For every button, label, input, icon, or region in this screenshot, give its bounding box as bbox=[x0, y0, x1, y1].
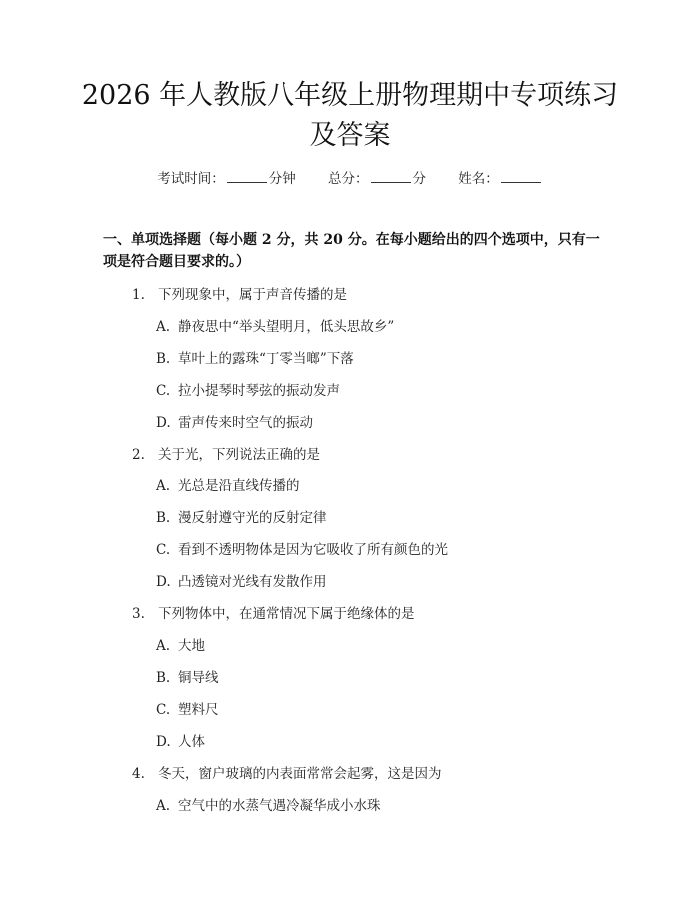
option-letter: D. bbox=[156, 415, 171, 431]
option-letter: C. bbox=[156, 542, 171, 558]
option-letter: A. bbox=[156, 319, 171, 335]
option-text: 静夜思中“举头望明月，低头思故乡” bbox=[178, 319, 395, 335]
question-text: 下列现象中，属于声音传播的是 bbox=[158, 287, 347, 303]
exam-time-unit: 分钟 bbox=[268, 171, 296, 187]
option-letter: A. bbox=[156, 478, 171, 494]
question-3-option-d bbox=[156, 730, 205, 750]
option-letter: A. bbox=[156, 638, 171, 654]
name-field bbox=[458, 171, 543, 187]
option-text: 大地 bbox=[178, 638, 205, 654]
option-text: 漫反射遵守光的反射定律 bbox=[178, 510, 327, 526]
name-label: 姓名： bbox=[458, 171, 499, 187]
document-title bbox=[0, 76, 700, 156]
question-4 bbox=[132, 762, 442, 782]
question-number: 4. bbox=[132, 766, 145, 782]
title-line-2: 及答案 bbox=[309, 120, 391, 151]
exam-info-line bbox=[0, 167, 700, 187]
question-1-option-b bbox=[156, 347, 354, 367]
question-3-option-c bbox=[156, 698, 219, 718]
option-text: 铜导线 bbox=[178, 670, 219, 686]
question-text: 关于光，下列说法正确的是 bbox=[158, 447, 320, 463]
total-score-field bbox=[328, 171, 430, 187]
question-3-option-b bbox=[156, 666, 219, 686]
option-text: 看到不透明物体是因为它吸收了所有颜色的光 bbox=[178, 542, 448, 558]
option-letter: B. bbox=[156, 670, 171, 686]
option-text: 塑料尺 bbox=[178, 702, 219, 718]
option-letter: D. bbox=[156, 574, 171, 590]
option-text: 凸透镜对光线有发散作用 bbox=[178, 574, 327, 590]
title-line-1: 2026 年人教版八年级上册物理期中专项练习 bbox=[81, 80, 619, 111]
question-number: 1. bbox=[132, 287, 145, 303]
question-1 bbox=[132, 283, 347, 303]
option-letter: C. bbox=[156, 383, 171, 399]
option-letter: D. bbox=[156, 734, 171, 750]
question-1-option-c bbox=[156, 379, 340, 399]
question-2-option-d bbox=[156, 570, 327, 590]
question-3 bbox=[132, 602, 415, 622]
question-text: 下列物体中，在通常情况下属于绝缘体的是 bbox=[158, 606, 415, 622]
exam-time-field bbox=[157, 171, 300, 187]
option-text: 雷声传来时空气的振动 bbox=[178, 415, 313, 431]
question-number: 2. bbox=[132, 447, 145, 463]
option-letter: B. bbox=[156, 510, 171, 526]
option-letter: B. bbox=[156, 351, 171, 367]
option-text: 人体 bbox=[178, 734, 205, 750]
question-4-option-a bbox=[156, 794, 381, 814]
option-text: 光总是沿直线传播的 bbox=[178, 478, 300, 494]
question-2-option-a bbox=[156, 474, 300, 494]
option-letter: C. bbox=[156, 702, 171, 718]
question-1-option-a bbox=[156, 315, 394, 335]
option-text: 空气中的水蒸气遇冷凝华成小水珠 bbox=[178, 798, 381, 814]
section-heading: 一、单项选择题（每小题 2 分，共 20 分。在每小题给出的四个选项中，只有一项是符合题目要求的。） bbox=[103, 232, 600, 270]
option-text: 拉小提琴时琴弦的振动发声 bbox=[178, 383, 340, 399]
question-number: 3. bbox=[132, 606, 145, 622]
total-score-blank bbox=[371, 169, 411, 183]
exam-time-label: 考试时间： bbox=[157, 171, 225, 187]
question-text: 冬天，窗户玻璃的内表面常常会起雾，这是因为 bbox=[158, 766, 442, 782]
question-1-option-d bbox=[156, 411, 313, 431]
option-text: 草叶上的露珠“丁零当啷”下落 bbox=[178, 351, 354, 367]
total-score-unit: 分 bbox=[412, 171, 426, 187]
name-blank bbox=[501, 169, 541, 183]
exam-time-blank bbox=[227, 169, 267, 183]
question-2-option-b bbox=[156, 506, 327, 526]
question-2-option-c bbox=[156, 538, 448, 558]
option-letter: A. bbox=[156, 798, 171, 814]
question-2 bbox=[132, 443, 320, 463]
total-score-label: 总分： bbox=[328, 171, 369, 187]
question-3-option-a bbox=[156, 634, 205, 654]
